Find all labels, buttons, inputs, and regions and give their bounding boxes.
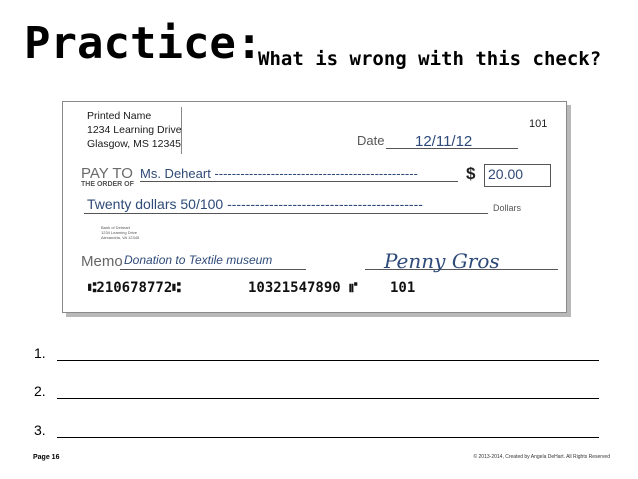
micr-account-number: 10321547890 ⑈ bbox=[248, 280, 358, 296]
question-number-1: 1. bbox=[34, 345, 46, 361]
order-of-label: THE ORDER OF bbox=[81, 181, 134, 188]
bank-line-city: Alexandria, VA 12345 bbox=[101, 235, 140, 240]
dollars-label: Dollars bbox=[493, 203, 522, 213]
answer-line-1 bbox=[57, 360, 599, 361]
page-title: Practice: bbox=[24, 18, 263, 69]
check-number: 101 bbox=[529, 118, 548, 130]
page-number: Page 16 bbox=[33, 454, 60, 461]
signature: Penny Gros bbox=[384, 249, 500, 273]
micr-check-number: 101 bbox=[390, 280, 416, 296]
page-subtitle: What is wrong with this check? bbox=[258, 48, 602, 70]
micr-routing-number: ⑆210678772⑆ bbox=[88, 280, 181, 296]
amount-words-line bbox=[84, 213, 488, 214]
answer-line-3 bbox=[57, 437, 599, 438]
memo-text: Donation to Textile museum bbox=[124, 253, 273, 267]
address-line-street: 1234 Learning Drive bbox=[87, 124, 182, 136]
amount-value: 20.00 bbox=[488, 166, 524, 182]
memo-label: Memo bbox=[81, 253, 123, 270]
payee-line bbox=[140, 181, 458, 182]
bank-line-name: Bank of Deheart bbox=[101, 225, 130, 230]
dollar-sign: $ bbox=[466, 164, 476, 183]
question-number-3: 3. bbox=[34, 422, 46, 438]
bank-line-street: 1234 Learning Drive bbox=[101, 230, 138, 235]
date-value: 12/11/12 bbox=[415, 133, 473, 150]
pay-to-label: PAY TO bbox=[81, 165, 133, 182]
amount-words: Twenty dollars 50/100 ------------------------------------------ bbox=[87, 196, 423, 212]
address-line-city: Glasgow, MS 12345 bbox=[87, 138, 181, 150]
answer-line-2 bbox=[57, 398, 599, 399]
copyright-notice: © 2013-2014, Created by Angela DeHart. All Rights Reserved bbox=[473, 454, 610, 460]
question-number-2: 2. bbox=[34, 383, 46, 399]
date-label: Date bbox=[357, 133, 385, 148]
memo-line bbox=[120, 269, 306, 270]
payee-name: Ms. Deheart ----------------------------------------------- bbox=[140, 166, 418, 181]
address-line-name: Printed Name bbox=[87, 110, 152, 122]
